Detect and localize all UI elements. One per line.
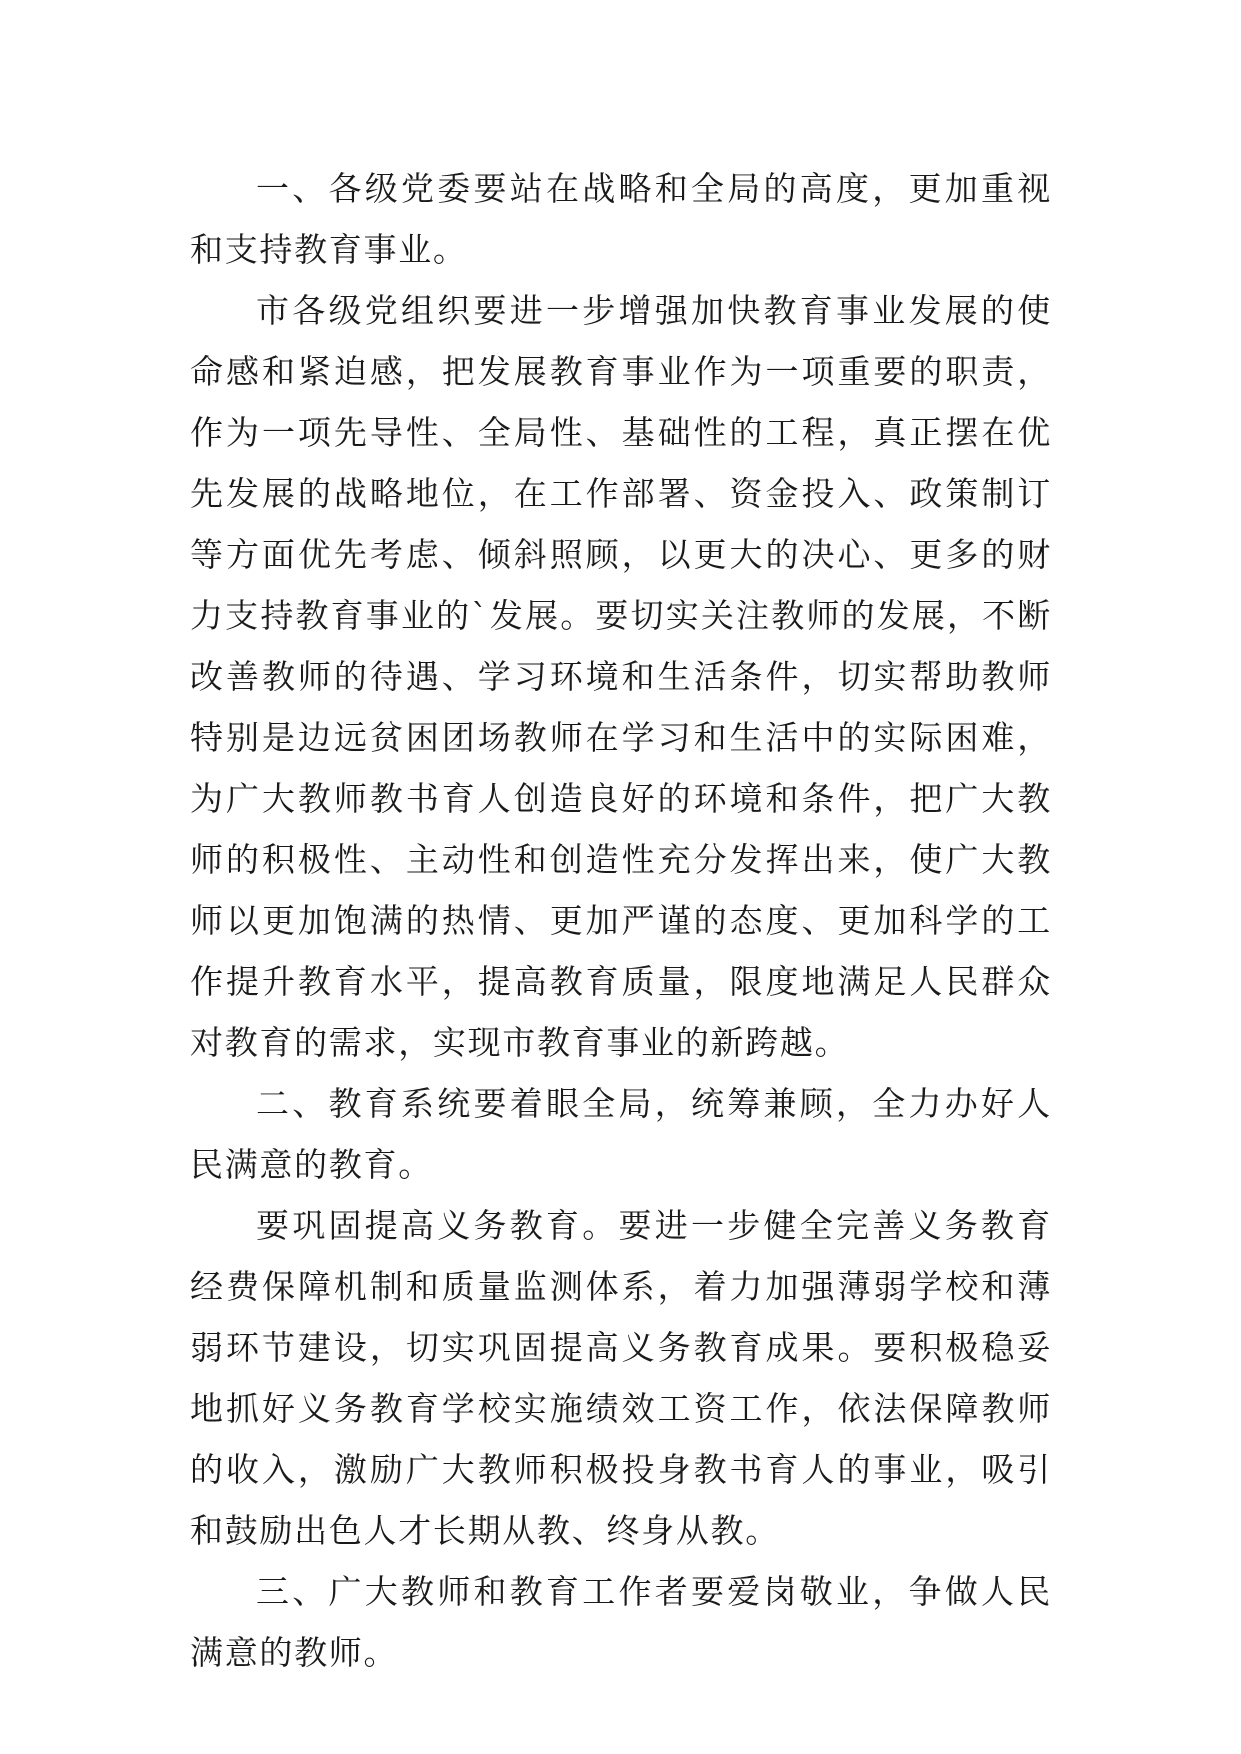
section-heading-1: 一、各级党委要站在战略和全局的高度，更加重视和支持教育事业。 bbox=[190, 169, 1052, 269]
body-paragraph-1: 市各级党组织要进一步增强加快教育事业发展的使命感和紧迫感，把发展教育事业作为一项重要的职责，作为一项先导性、全局性、基础性的工程，真正摆在优先发展的战略地位，在工作部署、资金投入、政策制订等方面优先考虑、倾斜照顾，以更大的决心、更多的财力支持教育事业的`发展。要切实关注教师的发展，不断改善教师的待遇、学习环境和生活条件，切实帮助教师特别是边远贫困团场教师在学习和生活中的实际困难，为广大教师教书育人创造良好的环境和条件，把广大教师的积极性、主动性和创造性充分发挥出来，使广大教师以更加饱满的热情、更加严谨的态度、更加科学的工作提升教育水平，提高教育质量，限度地满足人民群众对教育的需求，实现市教育事业的新跨越。 bbox=[190, 291, 1052, 1062]
section-heading-3: 三、广大教师和教育工作者要爱岗敬业，争做人民满意的教师。 bbox=[190, 1572, 1052, 1672]
section-heading-2: 二、教育系统要着眼全局，统筹兼顾，全力办好人民满意的教育。 bbox=[190, 1084, 1052, 1184]
document-body bbox=[190, 158, 1052, 1683]
body-paragraph-2: 要巩固提高义务教育。要进一步健全完善义务教育经费保障机制和质量监测体系，着力加强薄弱学校和薄弱环节建设，切实巩固提高义务教育成果。要积极稳妥地抓好义务教育学校实施绩效工资工作，依法保障教师的收入，激励广大教师积极投身教书育人的事业，吸引和鼓励出色人才长期从教、终身从教。 bbox=[190, 1206, 1052, 1550]
